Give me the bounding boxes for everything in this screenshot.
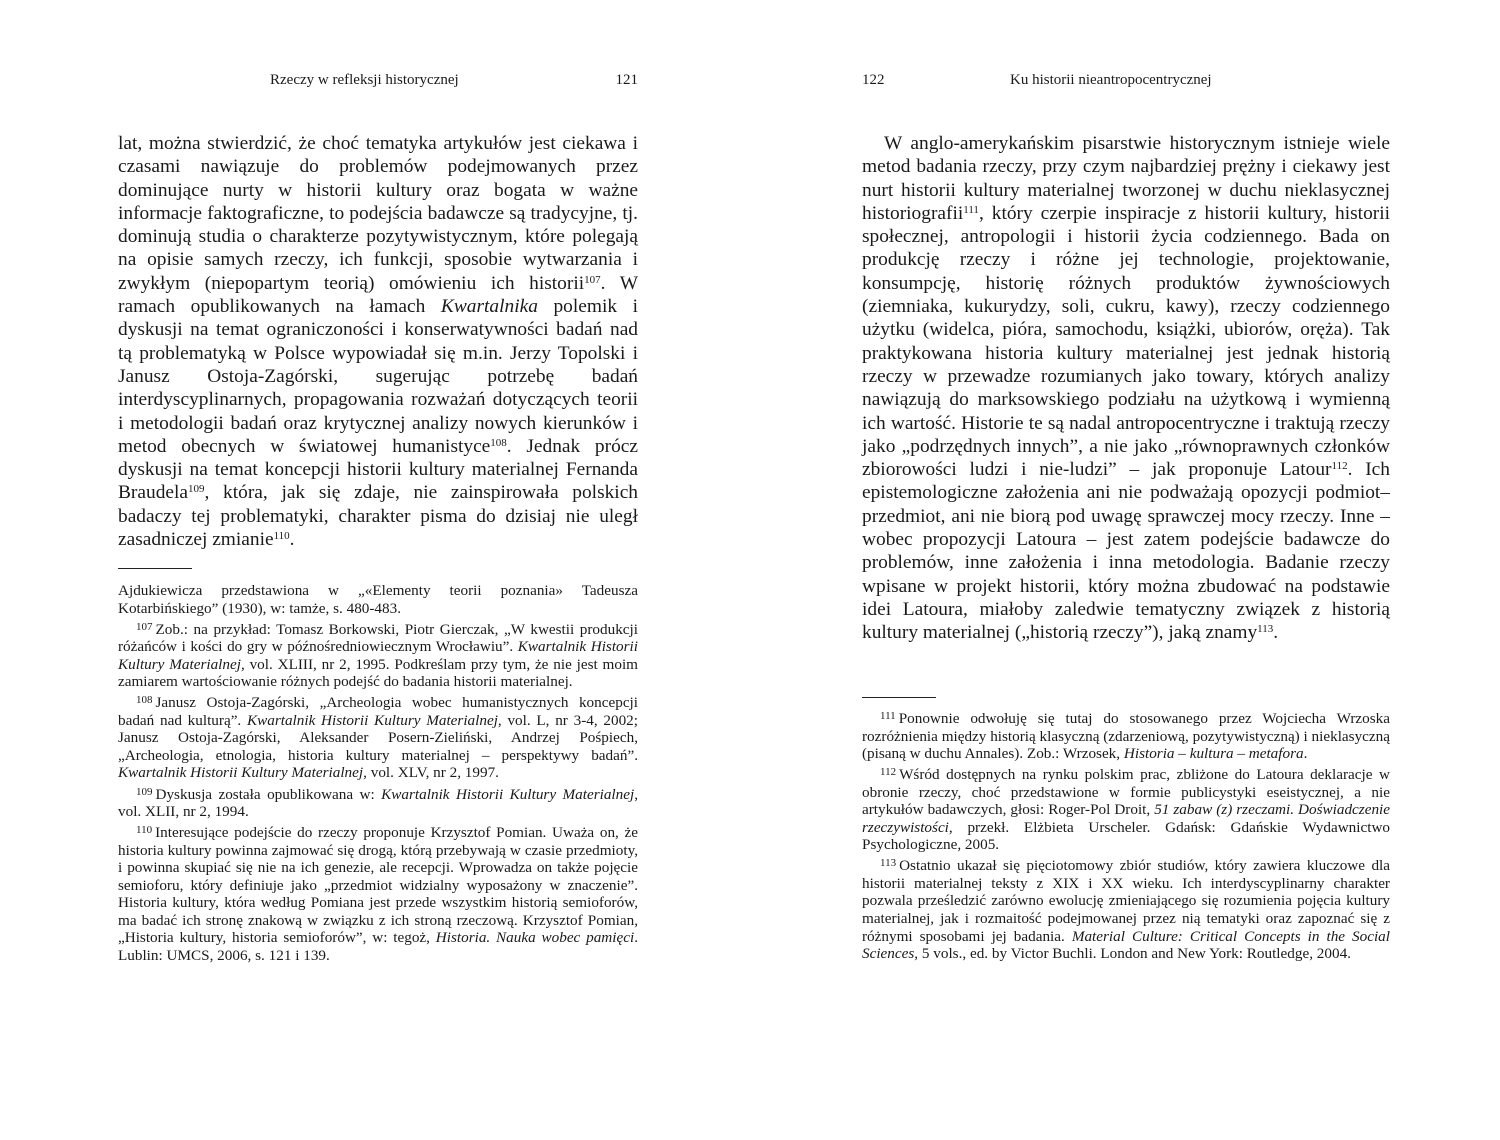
footnote-text: Janusz Ostoja-Zagórski, „Archeologia wobec humanistycznych koncepcji badań nad kulturą”. xyxy=(118,694,638,729)
footnote-ref-108[interactable]: 108 xyxy=(490,436,507,449)
footnote-text: , 5 vols., ed. by Victor Buchli. London and New York: Routledge, 2004. xyxy=(914,945,1351,963)
footnote-text: Interesujące podejście do rzeczy proponuje Krzysztof Pomian. Uważa on, że historia kultury powinna zajmować się drogą, którą przebywają w czasie przedmioty, i powinna skupiać się nie na ich genezie, ale recepcji. Wprowadza on także pojęcie semioforu, który definiuje jako „przedmiot widzialny wyposażony w znaczenie”. Historia kultury, która według Pomiana jest przede wszystkim historią semioforów, ma badać ich stronę znakową w związku z ich stroną rzeczową. Krzysztof Pomian, „Historia kultury, historia semioforów”, w: tegoż, xyxy=(118,824,638,947)
footnote-text: Dyskusja została opublikowana w: xyxy=(155,785,382,803)
running-head-title: Ku historii nieantropocentrycznej xyxy=(1010,72,1212,88)
footnotes xyxy=(862,710,1390,966)
footnote-italic: 51 zabaw (z) rzeczami. Doświadczenie rzeczywistości xyxy=(862,801,1391,836)
footnote-italic: Material Culture: Critical Concepts in the Social Sciences xyxy=(862,927,1390,963)
footnote-113 xyxy=(862,857,1390,962)
running-head xyxy=(862,72,1390,96)
footnote-ref-112[interactable]: 112 xyxy=(1331,460,1348,473)
footnote-ref-113[interactable]: 113 xyxy=(1257,623,1274,636)
footnote-text: . Lublin: UMCS, 2006, s. 121 i 139. xyxy=(118,929,638,964)
footnote-ref-110[interactable]: 110 xyxy=(273,530,290,543)
running-head-title: Rzeczy w refleksji historycznej xyxy=(270,72,459,88)
footnote-111 xyxy=(862,710,1390,763)
footnote-109 xyxy=(118,786,638,821)
footnote-number: 107 xyxy=(136,620,153,633)
body-text-segment: . xyxy=(289,529,295,551)
body-text xyxy=(118,132,638,551)
footnote-text: , przekł. Elżbieta Urscheler. Gdańsk: Gdańskie Wydawnictwo Psychologiczne, 2005. xyxy=(862,818,1390,854)
body-text-segment: lat, można stwierdzić, że choć tematyka artykułów jest ciekawa i czasami nawiązuje do problemów podejmowanych przez dominujące nurty w historii kultury oraz bogata w ważne informacje faktograficzne, to podejścia badawcze są tradycyjne, tj. dominują studia o charakterze pozytywistycznym, które polegają na opisie samych rzeczy, ich funkcji, sposobie wytwarzania i zwykłym (niepopartym teorią) omówieniu ich historii xyxy=(118,133,638,294)
footnote-number: 112 xyxy=(880,766,897,779)
footnote-text: Ponownie odwołuję się tutaj do stosowanego przez Wojciecha Wrzoska rozróżnienia między historią klasyczną (zdarzeniową, pozytywistyczną) i nieklasyczną (pisaną w duchu Annales). Zob.: Wrzosek, xyxy=(862,710,1390,763)
body-text-italic: Kwartalnika xyxy=(440,296,538,318)
body-text-segment: . Jednak prócz dyskusji na temat koncepcji historii kultury materialnej Fernanda Braudela xyxy=(118,435,638,504)
footnote-text: , vol. XLIII, nr 2, 1995. Podkreślam przy tym, że nie jest moim zamiarem wartościowanie różnych podejść do badania historii materialnej. xyxy=(118,655,638,691)
footnote-number: 110 xyxy=(136,824,153,837)
footnote-number: 109 xyxy=(136,785,153,798)
footnote-107 xyxy=(118,621,638,691)
body-text-segment: . W ramach opublikowanych na łamach xyxy=(118,272,638,318)
footnote-ref-107[interactable]: 107 xyxy=(584,273,601,286)
footnote-text: Ajdukiewicza przedstawiona w „«Elementy teorii poznania» Tadeusza Kotarbińskiego” (1930), w: tamże, s. 480-483. xyxy=(118,582,638,617)
footnote-italic: Kwartalnik Historii Kultury Materialnej xyxy=(118,638,638,673)
footnote-italic: Historia – kultura – metafora xyxy=(1123,745,1304,763)
footnote-text: , vol. XLII, nr 2, 1994. xyxy=(118,785,638,821)
footnote-ref-109[interactable]: 109 xyxy=(188,483,205,496)
running-head xyxy=(118,72,638,96)
footnote-110 xyxy=(118,824,638,964)
footnote-108 xyxy=(118,694,638,782)
body-text-segment: polemik i dyskusji na temat ograniczoności i konserwatywności badań nad tą problematyką w Polsce wypowiadał się m.in. Jerzy Topolski i Janusz Ostoja-Zagórski, sugerując potrzebę badań interdyscyplinarnych, propagowania rozważań dotyczących teorii i metodologii badań oraz krytycznej analizy nowych kierunków i metod obecnych w światowej humanistyce xyxy=(118,296,638,457)
footnote-112 xyxy=(862,766,1390,854)
footnote-ref-111[interactable]: 111 xyxy=(963,203,979,216)
footnote-text: , vol. L, nr 3-4, 2002; Janusz Ostoja-Zagórski, Aleksander Posern-Zieliński, Andrzej Pośpiech, „Archeologia, etnologia, historia kultury materialnej – perspektywy badań”. xyxy=(118,711,638,764)
footnote-rule xyxy=(862,697,936,698)
footnote-italic: Kwartalnik Historii Kultury Materialnej xyxy=(246,711,498,729)
footnote-text: . xyxy=(1303,745,1308,763)
body-text-segment: . xyxy=(1273,622,1279,644)
footnote-text: , vol. XLV, nr 2, 1997. xyxy=(363,764,499,782)
footnote-italic: Kwartalnik Historii Kultury Materialnej xyxy=(118,764,364,782)
footnotes xyxy=(118,582,638,968)
footnote-italic: Kwartalnik Historii Kultury Materialnej xyxy=(381,785,635,803)
footnote-rule xyxy=(118,568,192,569)
footnote-number: 113 xyxy=(880,857,897,870)
footnote-continuation xyxy=(118,582,638,617)
body-text-segment: , który czerpie inspiracje z historii kultury, historii społecznej, antropologii i historii życia codziennego. Bada on produkcję rzeczy i różne jej technologie, projektowanie, konsumpcję, historię różnych produktów żywnościowych (ziemniaka, kukurydzy, soli, cukru, kawy), rzeczy codziennego użytku (widelca, pióra, samochodu, książki, ubiorów, oręża). Tak praktykowana historia kultury materialnej jest jednak historią rzeczy w przewadze rozumianych jako towary, których analizy nawiązują do marksowskiego podziału na użytkową i wymienną ich wartość. Historie te są nadal antropocentryczne i traktują rzeczy jako „podrzędnych innych”, a nie jako „równoprawnych członków zbiorowości ludzi i nie-ludzi” – jak proponuje Latour xyxy=(862,202,1390,481)
page-number: 121 xyxy=(615,72,638,88)
body-text-segment: . Ich epistemologiczne założenia ani nie podważają opozycji podmiot–przedmiot, ani nie biorą pod uwagę sprawczej mocy rzeczy. Inne – wobec propozycji Latoura – jest zatem podejście badawcze do problemów, inne założenia i inna metodologia. Badanie rzeczy wpisane w projekt historii, który można zbudować na podstawie idei Latoura, miałoby zaledwie tematyczny związek z historią kultury materialnej („historią rzeczy”), jaką znamy xyxy=(862,459,1390,644)
left-page xyxy=(118,0,638,1140)
footnote-text: Wśród dostępnych na rynku polskim prac, zbliżone do Latoura deklaracje w obronie rzeczy, choć przedstawione w formie publicystyki eseistycznej, a nie artykułów badawczych, głosi: Roger-Pol Droit, xyxy=(862,766,1390,819)
footnote-text: Zob.: na przykład: Tomasz Borkowski, Piotr Gierczak, „W kwestii produkcji różańców i kości do gry w późnośredniowiecznym Wrocławiu”. xyxy=(118,620,638,656)
footnote-text: Ostatnio ukazał się pięciotomowy zbiór studiów, który zawiera kluczowe dla historii materialnej teksty z XIX i XX wieku. Ich interdyscyplinarny charakter pozwala prześledzić zarówno ewolucję zmieniającego się rozumienia pojęcia kultury materialnej, jak i rozmaitość podejmowanej przez nią tematyki oraz zapoznać się z różnymi sposobami jej badania. xyxy=(862,857,1390,945)
body-text-segment: W anglo-amerykańskim pisarstwie historycznym istnieje wiele metod badania rzeczy, przy czym najbardziej prężny i ciekawy jest nurt historii kultury materialnej tworzonej w duchu nieklasycznej historiografii xyxy=(862,133,1390,224)
footnote-italic: Historia. Nauka wobec pamięci xyxy=(435,929,635,947)
page-number: 122 xyxy=(862,72,885,88)
body-text xyxy=(862,132,1390,645)
footnote-number: 111 xyxy=(880,710,896,722)
right-page xyxy=(862,0,1390,1140)
footnote-number: 108 xyxy=(136,694,153,707)
body-text-segment: , która, jak się zdaje, nie zainspirowała polskich badaczy tej problematyki, charakter pisma do dzisiaj nie uległ zasadniczej zmianie xyxy=(118,482,638,551)
